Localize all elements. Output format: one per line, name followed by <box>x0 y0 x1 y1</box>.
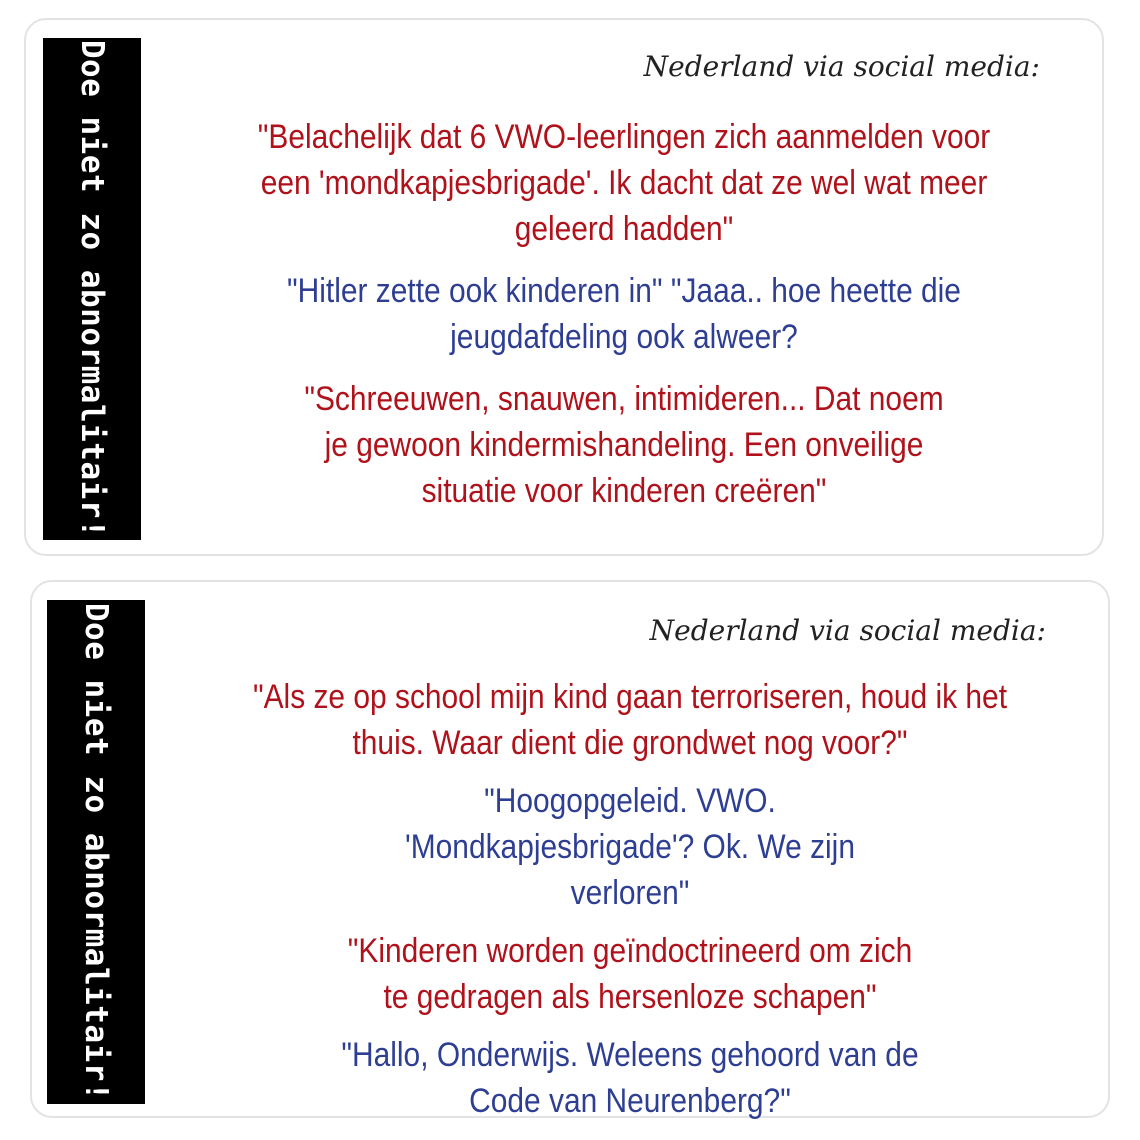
quote: "Kinderen worden geïndoctrineerd om zich te gedragen als hersenloze schapen" <box>347 932 913 1016</box>
quote: "Schreeuwen, snauwen, intimideren... Dat noem je gewoon kindermishandeling. Een onveilige situatie voor kinderen creëren" <box>304 380 944 510</box>
side-banner <box>47 600 145 1104</box>
source-heading: Nederland via social media: <box>649 614 1046 647</box>
quote: "Hoogopgeleid. VWO. 'Mondkapjesbrigade'? Ok. We zijn verloren" <box>405 782 855 912</box>
quote: "Hitler zette ook kinderen in" "Jaaa.. hoe heette die jeugdafdeling ook alweer? <box>287 272 961 356</box>
side-banner-text: Doe niet zo abnormalitair! <box>74 39 110 539</box>
source-heading: Nederland via social media: <box>643 50 1040 83</box>
side-banner <box>43 38 141 540</box>
quote-list <box>166 114 1082 514</box>
side-banner-text: Doe niet zo abnormalitair! <box>78 602 114 1102</box>
quote: "Als ze op school mijn kind gaan terroriseren, houd ik het thuis. Waar dient die grondwet nog voor?" <box>252 678 1008 762</box>
quote: "Belachelijk dat 6 VWO-leerlingen zich aanmelden voor een 'mondkapjesbrigade'. Ik dacht dat ze wel wat meer geleerd hadden" <box>257 118 991 248</box>
quote: "Hallo, Onderwijs. Weleens gehoord van de Code van Neurenberg?" <box>341 1036 919 1120</box>
quote-card-1 <box>24 18 1104 556</box>
quote-card-2 <box>30 580 1110 1118</box>
quote-list <box>172 674 1088 1124</box>
